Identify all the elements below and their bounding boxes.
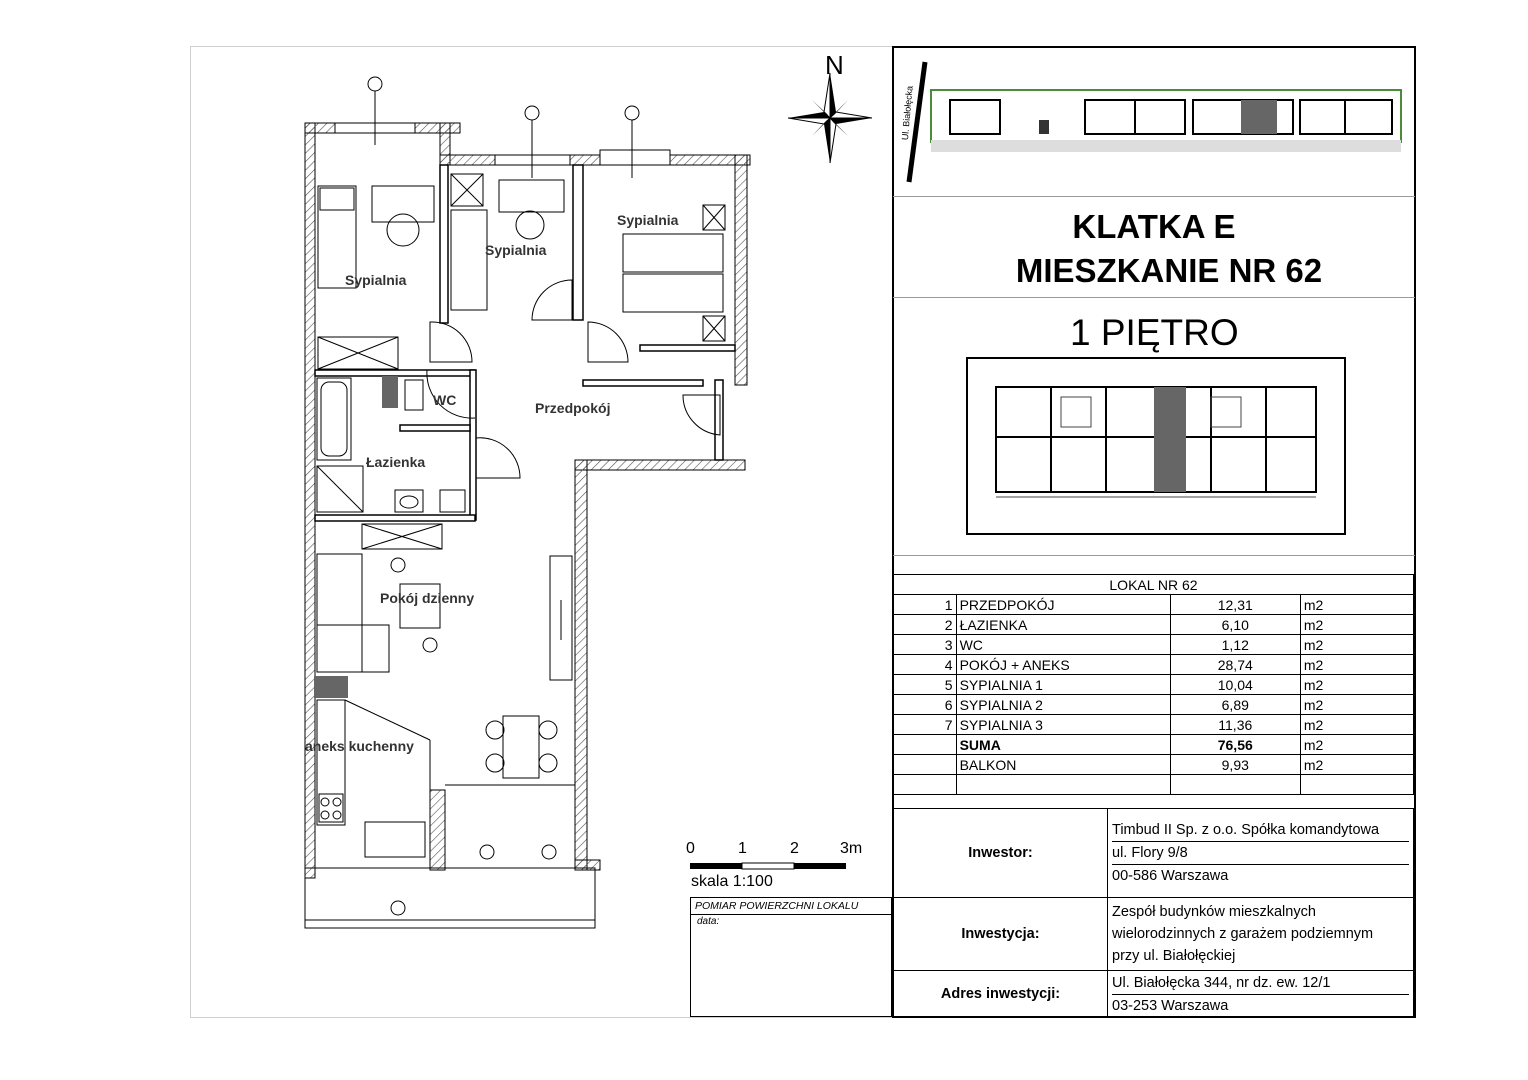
row-name: SYPIALNIA 2 xyxy=(956,695,1170,715)
room-label-aneks: aneks kuchenny xyxy=(305,738,414,754)
room-label-sypialnia-2: Sypialnia xyxy=(485,242,547,258)
wall-bath-south xyxy=(315,515,475,521)
row-no: 1 xyxy=(894,595,957,615)
sum-area: 76,56 xyxy=(1170,735,1300,755)
row-unit: m2 xyxy=(1300,595,1413,615)
pomiar-title: POMIAR POWIERZCHNI LOKALU xyxy=(691,898,891,915)
row-area: 6,89 xyxy=(1170,695,1300,715)
stairwell-title: KLATKA E xyxy=(1072,208,1236,245)
row-no: 2 xyxy=(894,615,957,635)
wall-east-2 xyxy=(575,460,587,870)
sum-unit: m2 xyxy=(1300,735,1413,755)
table-row-sum xyxy=(894,735,1414,755)
address-label: Adres inwestycji: xyxy=(894,971,1108,1018)
row-no: 5 xyxy=(894,675,957,695)
row-no: 7 xyxy=(894,715,957,735)
scale-label: skala 1:100 xyxy=(691,873,773,890)
room-label-przedpokoj: Przedpokój xyxy=(535,400,611,416)
wall-bed1-bed2 xyxy=(440,165,448,323)
room-label-sypialnia-1: Sypialnia xyxy=(345,272,407,288)
row-area: 28,74 xyxy=(1170,655,1300,675)
wall-north-1a xyxy=(305,123,335,133)
row-unit: m2 xyxy=(1300,695,1413,715)
floor-key-plan xyxy=(966,357,1346,535)
scale-tick-3: 3m xyxy=(840,840,863,857)
table-title: LOKAL NR 62 xyxy=(894,575,1414,595)
wall-closet xyxy=(583,380,703,386)
address-line-2: 03-253 Warszawa xyxy=(1112,997,1229,1014)
wall-wc xyxy=(400,425,470,431)
row-name: SYPIALNIA 1 xyxy=(956,675,1170,695)
apartment-title: MIESZKANIE NR 62 xyxy=(1015,252,1323,289)
room-label-lazienka: Łazienka xyxy=(366,454,426,470)
scale-tick-0: 0 xyxy=(686,840,695,857)
wall-closet-top xyxy=(640,345,735,351)
address-line-1: Ul. Białołęcka 344, nr dz. ew. 12/1 xyxy=(1112,972,1409,995)
row-name: WC xyxy=(956,635,1170,655)
table-row xyxy=(894,715,1414,735)
wall-east-corridor xyxy=(715,380,723,460)
table-row xyxy=(894,595,1414,615)
pomiar-box xyxy=(690,897,892,1017)
room-label-sypialnia-3: Sypialnia xyxy=(617,212,679,228)
row-area: 1,12 xyxy=(1170,635,1300,655)
rooms-table xyxy=(893,574,1414,795)
row-unit: m2 xyxy=(1300,715,1413,735)
table-row xyxy=(894,635,1414,655)
wall-north-2b xyxy=(570,155,600,165)
row-name: SYPIALNIA 3 xyxy=(956,715,1170,735)
scale-tick-1: 1 xyxy=(738,840,747,857)
pomiar-date-label: data: xyxy=(697,916,720,927)
row-area: 10,04 xyxy=(1170,675,1300,695)
info-table xyxy=(893,808,1414,1018)
investor-line-3: 00-586 Warszawa xyxy=(1112,868,1229,884)
table-row xyxy=(894,675,1414,695)
row-no: 4 xyxy=(894,655,957,675)
table-row xyxy=(894,695,1414,715)
divider-1 xyxy=(893,196,1415,197)
sum-name: SUMA xyxy=(956,735,1170,755)
investment-line-3: przy ul. Białołęckiej xyxy=(1112,948,1236,964)
table-row xyxy=(894,655,1414,675)
table-row xyxy=(894,615,1414,635)
row-area: 6,10 xyxy=(1170,615,1300,635)
balcony-area: 9,93 xyxy=(1170,755,1300,775)
investment-line-1: Zespół budynków mieszkalnych xyxy=(1112,904,1316,920)
row-name: ŁAZIENKA xyxy=(956,615,1170,635)
row-no: 3 xyxy=(894,635,957,655)
investment-line-2: wielorodzinnych z garażem podziemnym xyxy=(1112,926,1374,942)
wall-bath-east xyxy=(470,370,476,520)
wall-bath-north xyxy=(315,370,475,376)
street-label: Ul. Białołęcka xyxy=(899,85,915,141)
investor-line-2: ul. Flory 9/8 xyxy=(1112,842,1409,865)
row-unit: m2 xyxy=(1300,675,1413,695)
balcony-unit: m2 xyxy=(1300,755,1413,775)
wall-east-step xyxy=(575,460,745,470)
wall-east-1 xyxy=(735,155,747,385)
row-name: PRZEDPOKÓJ xyxy=(956,595,1170,615)
row-unit: m2 xyxy=(1300,635,1413,655)
table-row-balcony xyxy=(894,755,1414,775)
row-unit: m2 xyxy=(1300,655,1413,675)
balcony-name: BALKON xyxy=(956,755,1170,775)
scale-bar xyxy=(688,860,868,872)
room-label-wc: WC xyxy=(433,392,457,408)
site-plan xyxy=(895,52,1405,192)
row-name: POKÓJ + ANEKS xyxy=(956,655,1170,675)
divider-3 xyxy=(893,555,1415,556)
investor-label: Inwestor: xyxy=(894,809,1108,898)
north-label: N xyxy=(825,50,844,80)
scale-tick-2: 2 xyxy=(790,840,799,857)
row-area: 12,31 xyxy=(1170,595,1300,615)
divider-2 xyxy=(893,297,1415,298)
wall-north-1b xyxy=(415,123,460,133)
row-no: 6 xyxy=(894,695,957,715)
wall-north-2a xyxy=(440,155,495,165)
investment-label: Inwestycja: xyxy=(894,898,1108,971)
wall-west xyxy=(305,123,315,878)
row-area: 11,36 xyxy=(1170,715,1300,735)
wall-bed2-bed3 xyxy=(573,165,583,320)
row-unit: m2 xyxy=(1300,615,1413,635)
investor-line-1: Timbud II Sp. z o.o. Spółka komandytowa xyxy=(1112,819,1409,842)
room-label-pokoj-dzienny: Pokój dzienny xyxy=(380,590,475,606)
wall-balcony-w xyxy=(430,790,445,870)
floor-label: 1 PIĘTRO xyxy=(1070,312,1239,353)
